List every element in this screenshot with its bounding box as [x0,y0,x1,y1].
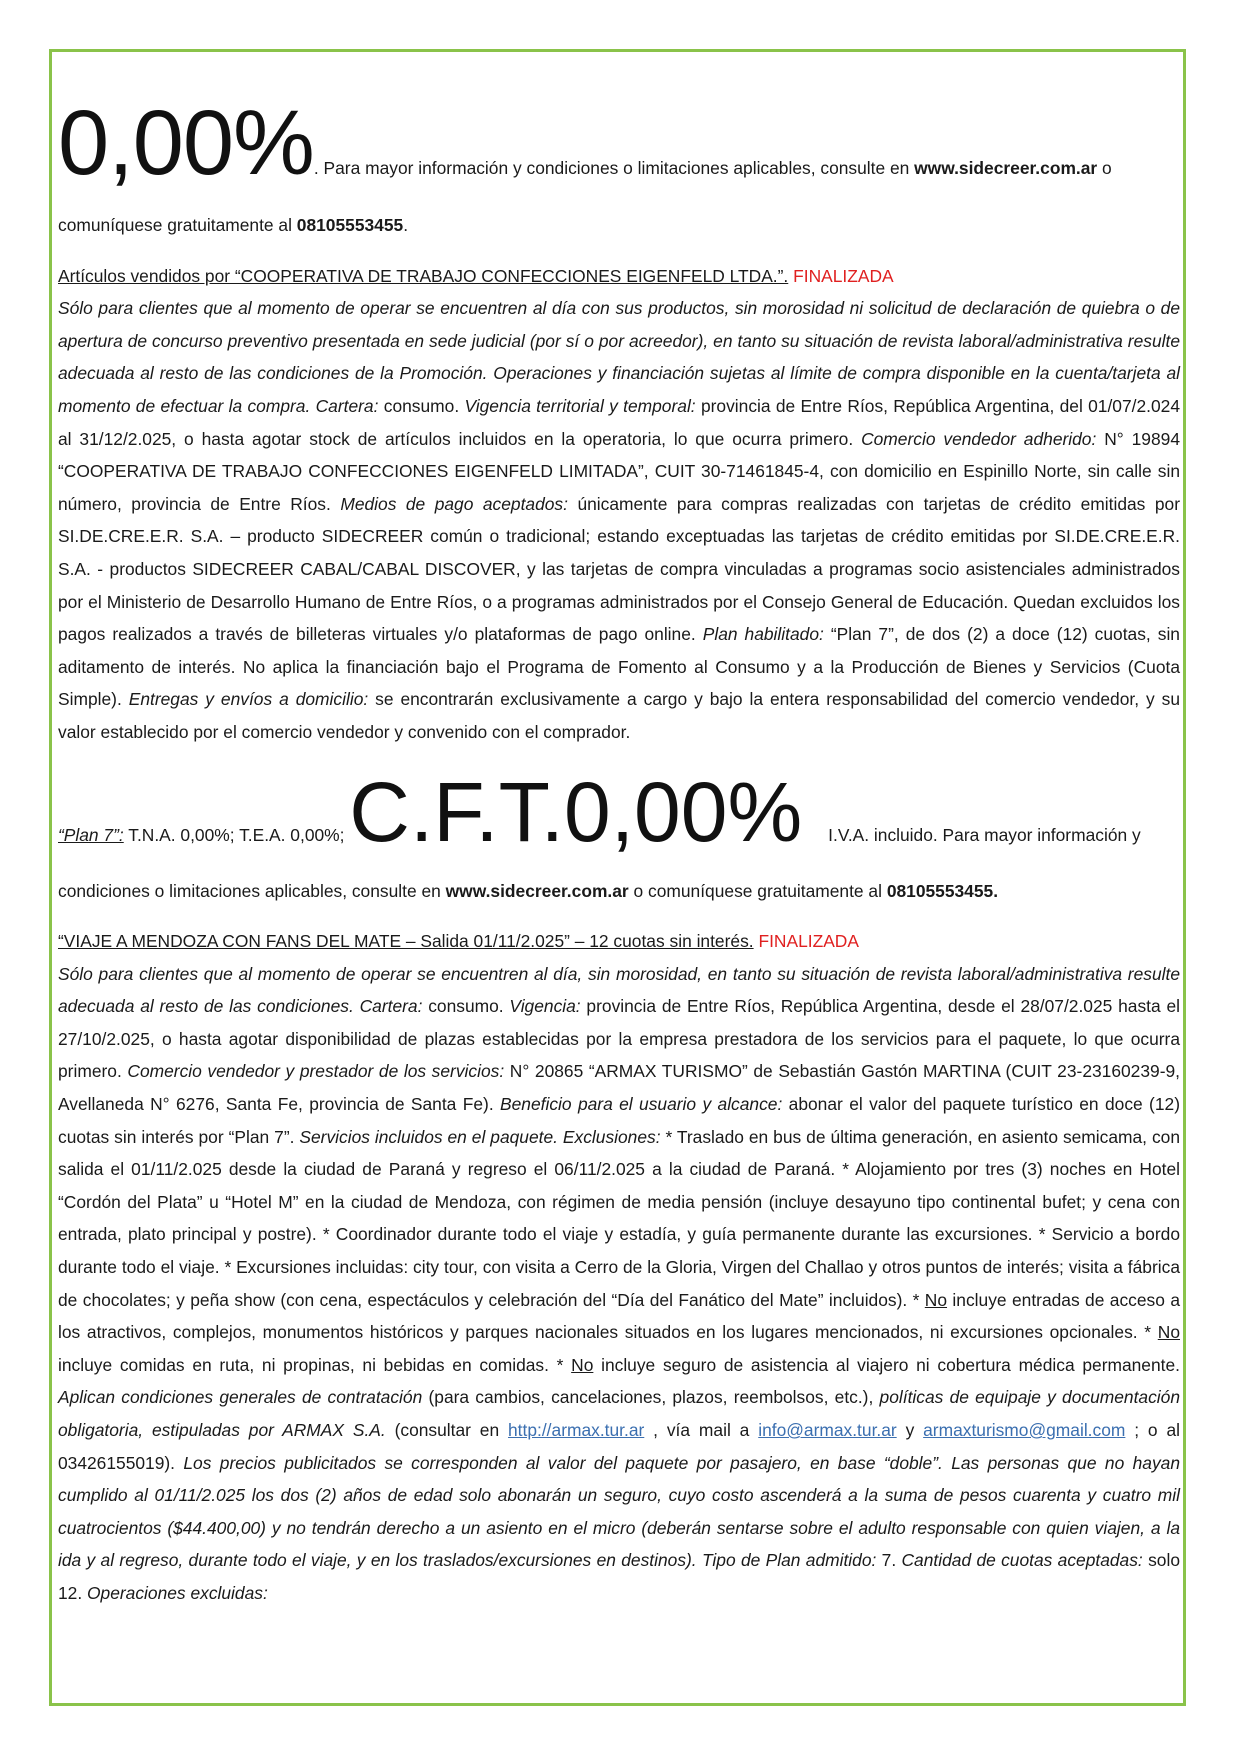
rate-big: 0,00% [58,92,314,194]
section2-heading: “VIAJE A MENDOZA CON FANS DEL MATE – Salida 01/11/2.025” – 12 cuotas sin interés. FINALIZADA [58,931,859,952]
section2-body: Sólo para clientes que al momento de operar se encuentren al día, sin morosidad, en tanto su situación de revista laboral/administrativa resulte adecuada al resto de las condiciones. Cartera: consumo. Vigencia: provincia de Entre Ríos, República Argentina, desde el 28/07/2.025 hasta el 27/10/2.025, o hasta agotar disponibilidad de plazas establecidas por la empresa prestadora de los servicios para el paquete, lo que ocurra primero. Comercio vendedor y prestador de los servicios: N° 20865 “ARMAX TURISMO” de Sebastián Gastón MARTINA (CUIT 23-23160239-9, Avellaneda N° 6276, Santa Fe, provincia de Santa Fe). Beneficio para el usuario y alcance: abonar el valor del paquete turístico en doce (12) cuotas sin interés por “Plan 7”. Servicios incluidos en el paquete. Exclusiones: * Traslado en bus de última generación, en asiento semicama, con salida el 01/11/2.025 desde la ciudad de Paraná y regreso el 06/11/2.025 a la ciudad de Paraná. * Alojamiento por tres (3) noches en Hotel “Cordón del Plata” u “Hotel M” en la ciudad de Mendoza, con régimen de media pensión (incluye desayuno tipo continental bufet; y cena con entrada, plato principal y postre). * Coordinador durante todo el viaje y estadía, y guía permanente durante las excursiones. * Servicio a bordo durante todo el viaje. * Excursiones incluidas: city tour, con visita a Cerro de la Gloria, Virgen del Challao y otros puntos de interés; visita a fábrica de chocolates; y peña show (con cena, espectáculos y celebración del “Día del Fanático del Mate” incluidos). * No incluye entradas de acceso a los atractivos, complejos, monumentos históricos y parques nacionales situados en los lugares mencionados, ni excursiones opcionales. * No incluye comidas en ruta, ni propinas, ni bebidas en comidas. * No incluye seguro de asistencia al viajero ni cobertura médica permanente. Aplican condiciones generales de contratación (para cambios, cancelaciones, plazos, reembolsos, etc.), políticas de equipaje y documentación obligatoria, estipuladas por ARMAX S.A. (consultar en http://armax.tur.ar , vía mail a info@armax.tur.ar y armaxturismo@gmail.com ; o al 03426155019). Los precios publicitados se corresponden al valor del paquete por pasajero, en base “doble”. Las personas que no hayan cumplido al 01/11/2.025 los dos (2) años de edad solo abonarán un seguro, cuyo costo ascenderá a la suma de pesos cuarenta y cuatro mil cuatrocientos ($44.400,00) y no tendrán derecho a un asiento en el micro (deberán sentarse sobre el adulto responsable con quien viajen, a la ida y al regreso, durante todo el viaje, y en los traslados/excursiones en destinos). Tipo de Plan admitido: 7. Cantidad de cuotas aceptadas: solo 12. Operaciones excluidas: [58,963,1181,1603]
armax-info-email-link[interactable]: info@armax.tur.ar [758,1420,897,1440]
phone-number: 08105553455 [296,215,404,235]
site-link[interactable]: www.sidecreer.com.ar [445,880,629,901]
status-badge: FINALIZADA [758,931,859,952]
section1-body: Sólo para clientes que al momento de operar se encuentren al día con sus productos, sin morosidad ni solicitud de declaración de quiebra o de apertura de concurso preventivo presentada en sede judicial (por sí o por acreedor), en tanto su situación de revista laboral/administrativa resulte adecuada al resto de las condiciones de la Promoción. Operaciones y financiación sujetas al límite de compra disponible en la cuenta/tarjeta al momento de efectuar la compra. Cartera: consumo. Vigencia territorial y temporal: provincia de Entre Ríos, República Argentina, del 01/07/2.024 al 31/12/2.025, o hasta agotar stock de artículos incluidos en la operatoria, lo que ocurra primero. Comercio vendedor adherido: N° 19894 “COOPERATIVA DE TRABAJO CONFECCIONES EIGENFELD LIMITADA”, CUIT 30-71461845-4, con domicilio en Espinillo Norte, sin calle sin número, provincia de Entre Ríos. Medios de pago aceptados: únicamente para compras realizadas con tarjetas de crédito emitidas por SI.DE.CRE.E.R. S.A. – producto SIDECREER común o tradicional; estando exceptuadas las tarjetas de crédito emitidas por SI.DE.CRE.E.R. S.A. - productos SIDECREER CABAL/CABAL DISCOVER, y las tarjetas de compra vinculadas a programas socio asistenciales administrados por el Ministerio de Desarrollo Humano de Entre Ríos, o a programas administrados por el Consejo General de Educación. Quedan excluidos los pagos realizados a través de billeteras virtuales y/o plataformas de pago online. Plan habilitado: “Plan 7”, de dos (2) a doce (12) cuotas, sin aditamento de interés. No aplica la financiación bajo el Programa de Fomento al Consumo y a la Producción de Bienes y Servicios (Cuota Simple). Entregas y envíos a domicilio: se encontrarán exclusivamente a cargo y bajo la entera responsabilidad del comercio vendedor, y su valor establecido por el comercio vendedor y convenido con el comprador. [58,298,1180,742]
cft-big: C.F.T.0,00% [349,764,803,859]
document-body [58,92,1181,1610]
armax-website-link[interactable]: http://armax.tur.ar [508,1420,645,1440]
phone-number: 08105553455. [886,880,999,901]
section1-heading: Artículos vendidos por “COOPERATIVA DE TRABAJO CONFECCIONES EIGENFELD LTDA.”. FINALIZADA [58,265,894,286]
status-badge: FINALIZADA [793,265,894,286]
plan-label: “Plan 7”: [58,824,124,845]
cft-contact-line: condiciones o limitaciones aplicables, consulte en www.sidecreer.com.ar o comuníquese gratuitamente al 08105553455. [58,880,999,901]
cft-line: “Plan 7”: T.N.A. 0,00%; T.E.A. 0,00%; C.F.T.0,00% I.V.A. incluido. Para mayor información y [58,764,1141,859]
contact-line: comuníquese gratuitamente al 08105553455. [58,215,409,235]
site-link[interactable]: www.sidecreer.com.ar [914,158,1098,178]
armax-gmail-link[interactable]: armaxturismo@gmail.com [923,1420,1126,1440]
promo-rate-line: 0,00%. Para mayor información y condiciones o limitaciones aplicables, consulte en www.sidecreer.com.ar o [58,92,1112,194]
